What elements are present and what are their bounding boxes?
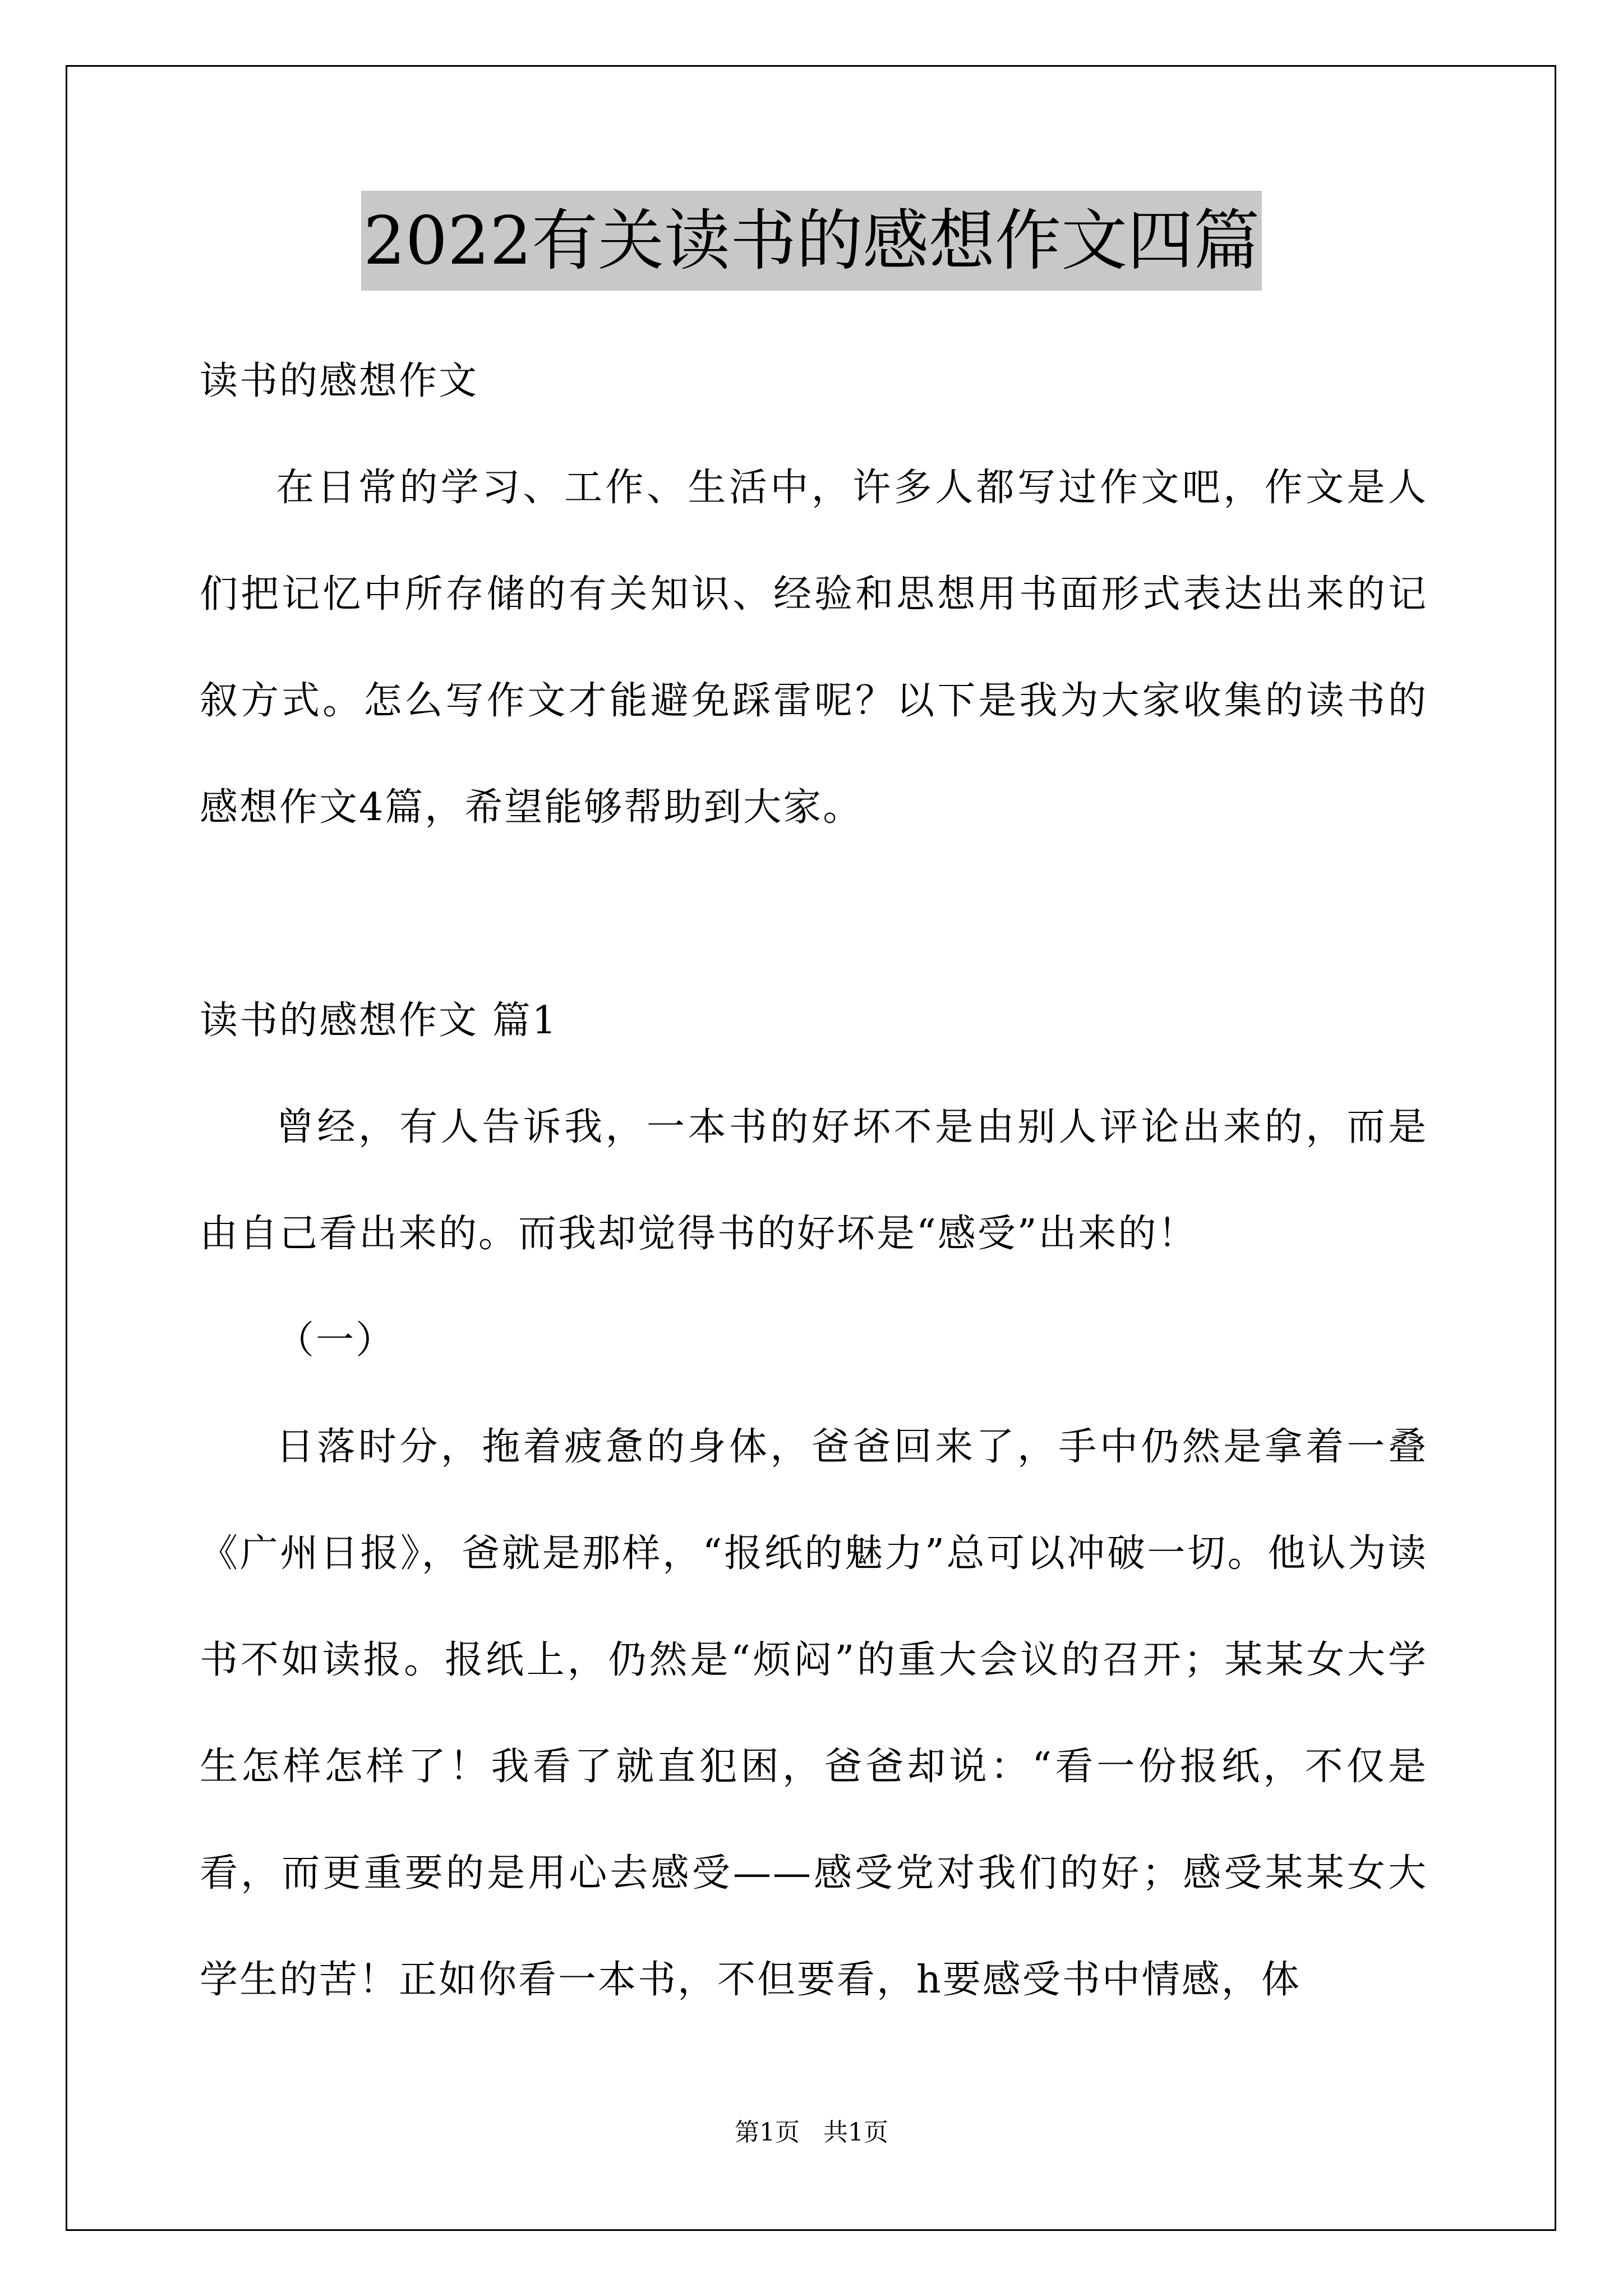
body-paragraph: 曾经，有人告诉我，一本书的好坏不是由别人评论出来的，而是由自己看出来的。而我却觉得书的好坏是“感受”出来的！: [200, 1105, 1428, 1256]
document-body: [200, 328, 1428, 2033]
section-heading: 读书的感想作文: [200, 359, 479, 403]
section-heading-part-1: 读书的感想作文 篇1: [200, 999, 558, 1043]
paragraph-gap: [200, 861, 1428, 968]
page-footer: 第1页 共1页: [735, 2118, 888, 2147]
document-title: [0, 191, 1623, 291]
body-paragraph: 日落时分，拖着疲惫的身体，爸爸回来了，手中仍然是拿着一叠《广州日报》，爸就是那样，“报纸的魅力”总可以冲破一切。他认为读书不如读报。报纸上，仍然是“烦闷”的重大会议的召开；某某女大学生怎样怎样了！我看了就直犯困，爸爸却说：“看一份报纸，不仅是看，而更重要的是用心去感受——感受党对我们的好；感受某某女大学生的苦！正如你看一本书，不但要看，h要感受书中情感，体: [200, 1425, 1428, 2002]
document-title-text: 2022有关读书的感想作文四篇: [361, 191, 1262, 291]
subsection-marker: （一）: [276, 1318, 396, 1363]
intro-paragraph: 在日常的学习、工作、生活中，许多人都写过作文吧，作文是人们把记忆中所存储的有关知识、经验和思想用书面形式表达出来的记叙方式。怎么写作文才能避免踩雷呢？以下是我为大家收集的读书的感想作文4篇，希望能够帮助到大家。: [200, 466, 1428, 830]
